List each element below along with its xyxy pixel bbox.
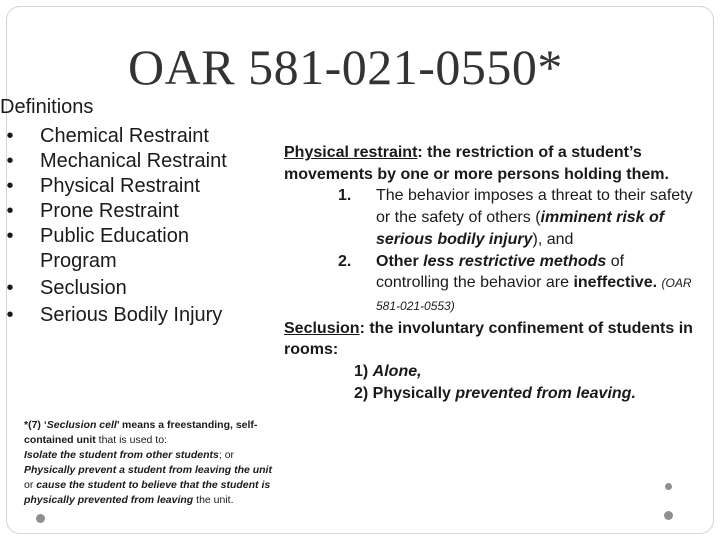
list-item [0, 149, 262, 174]
definitions-heading: Definitions [0, 96, 94, 118]
bullet-icon: • [6, 304, 14, 326]
footnote-text: that is used to: [95, 434, 167, 446]
bullet-icon: • [6, 175, 14, 197]
condition-text: Other [376, 252, 424, 270]
list-item-label: Serious Bodily Injury [40, 304, 223, 326]
list-item-label: Physical Restraint [40, 175, 201, 197]
footnote-text: cause the student to believe that the student is physically prevented from leaving [24, 479, 271, 506]
footnote-text: the unit. [196, 494, 234, 506]
physical-restraint-definition [284, 142, 694, 185]
condition-text: . [652, 274, 662, 292]
footnote [24, 418, 274, 508]
seclusion-item-1 [284, 361, 694, 383]
condition-text: of controlling the behavior are [376, 252, 625, 292]
physical-restraint-term: Physical restraint [284, 144, 418, 161]
footnote-text: ’ means a freestanding, self-contained unit [24, 419, 258, 446]
item-text: prevented from leaving. [455, 384, 636, 402]
definition-text: : the involuntary confinement of students in rooms: [284, 319, 693, 359]
bullet-icon: • [6, 277, 14, 299]
condition-text: ineffective [573, 274, 653, 292]
slide-title: OAR 581-021-0550* [128, 39, 563, 95]
list-item-label: Chemical Restraint [40, 125, 209, 147]
definitions-panel [284, 142, 694, 404]
footnote-text: Isolate the student from other students [24, 449, 219, 461]
definition-text: : the restriction of a student’s movements by one or more persons holding them. [284, 144, 669, 183]
item-text: 1) [354, 363, 373, 381]
seclusion-item-2 [284, 383, 694, 405]
list-item [0, 174, 262, 199]
condition-1 [284, 185, 694, 250]
decorative-dot-icon [664, 511, 673, 520]
bullet-icon: • [6, 150, 14, 172]
list-item [0, 303, 262, 328]
footnote-prefix: *(7) ‘ [24, 419, 47, 431]
list-item-label: Mechanical Restraint [40, 150, 227, 172]
list-item-label: Public Education Program [40, 225, 189, 272]
bullet-icon: • [6, 225, 14, 247]
footnote-text: ; or [218, 449, 235, 461]
item-text: 2) Physically [354, 384, 456, 402]
list-item-label: Prone Restraint [40, 200, 179, 222]
decorative-dot-icon [665, 483, 672, 490]
footnote-term: Seclusion cell [46, 419, 117, 431]
footnote-text: or [24, 479, 34, 491]
list-item [0, 124, 262, 149]
condition-text: The behavior imposes a threat to their safety or the safety of others ( [376, 187, 693, 227]
list-item-label: Seclusion [40, 277, 127, 299]
bullet-icon: • [6, 125, 14, 147]
item-text: Alone, [372, 363, 422, 381]
seclusion-term: Seclusion [284, 319, 360, 337]
condition-number: 2. [338, 252, 352, 270]
condition-number: 1. [338, 187, 352, 205]
condition-text: less restrictive methods [423, 252, 607, 270]
list-item [0, 199, 262, 224]
condition-2 [284, 251, 694, 318]
seclusion-definition [284, 318, 694, 361]
citation: (OAR 581-021-0553) [376, 276, 692, 313]
definitions-list [0, 124, 262, 328]
bullet-icon: • [6, 200, 14, 222]
list-item [0, 276, 262, 301]
list-item [0, 224, 220, 274]
decorative-dot-icon [36, 514, 45, 523]
condition-text: imminent risk of serious bodily injury [376, 209, 665, 248]
footnote-text: Physically prevent a student from leaving the unit [24, 464, 272, 476]
condition-text: ), and [532, 230, 574, 248]
